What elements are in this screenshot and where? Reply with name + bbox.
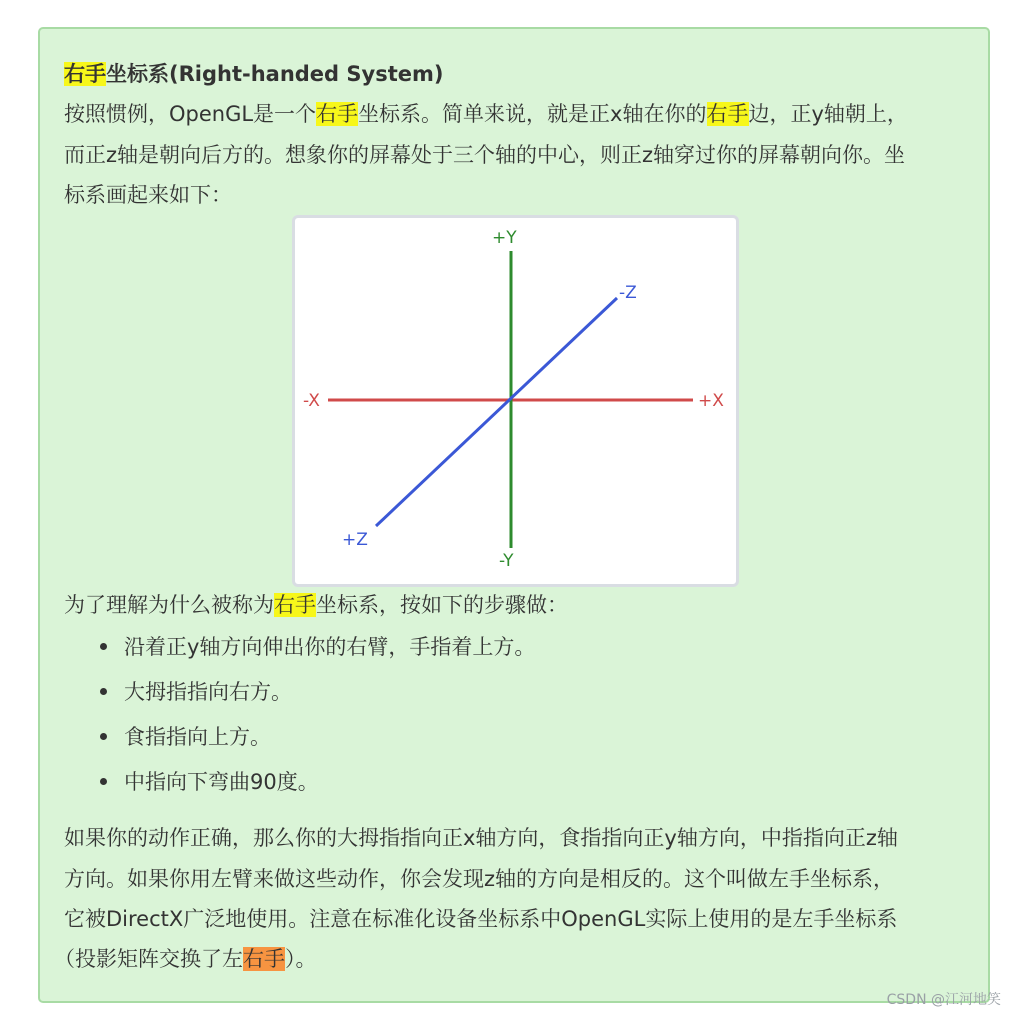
conclusion-line-2: 方向。如果你用左臂来做这些动作，你会发现z轴的方向是相反的。这个叫做左手坐标系， bbox=[64, 867, 895, 891]
minus-x-label: -X bbox=[303, 391, 320, 411]
why-text: 为了理解为什么被称为 bbox=[64, 593, 274, 617]
conclusion-text: （投影矩阵交换了左 bbox=[54, 947, 243, 971]
list-item: 食指指向上方。 bbox=[124, 725, 271, 749]
intro-line-3: 标系画起来如下： bbox=[64, 183, 232, 207]
bullet-dot bbox=[100, 778, 107, 785]
bullet-dot bbox=[100, 643, 107, 650]
conclusion-line-4 bbox=[54, 944, 317, 974]
bullet-dot bbox=[100, 733, 107, 740]
list-item: 中指向下弯曲90度。 bbox=[124, 770, 319, 794]
plus-z-label: +Z bbox=[342, 530, 368, 550]
heading-text: 坐标系(Right-handed System) bbox=[106, 62, 444, 86]
conclusion-text: ）。 bbox=[285, 947, 317, 971]
heading-highlight: 右手 bbox=[64, 62, 106, 86]
list-item: 大拇指指向右方。 bbox=[124, 680, 292, 704]
bullet-dot bbox=[100, 688, 107, 695]
plus-y-label: +Y bbox=[492, 228, 517, 248]
conclusion-line-3: 它被DirectX广泛地使用。注意在标准化设备坐标系中OpenGL实际上使用的是左手坐标系 bbox=[64, 907, 898, 931]
why-line bbox=[64, 590, 568, 620]
plus-x-label: +X bbox=[698, 391, 724, 411]
intro-text: 边，正y轴朝上， bbox=[748, 102, 908, 126]
highlight-right-hand: 右手 bbox=[706, 102, 749, 126]
minus-y-label: -Y bbox=[499, 551, 514, 571]
list-item: 沿着正y轴方向伸出你的右臂，手指着上方。 bbox=[124, 635, 536, 659]
conclusion-line-1: 如果你的动作正确，那么你的大拇指指向正x轴方向，食指指向正y轴方向，中指指向正z轴 bbox=[64, 826, 898, 850]
intro-line-2: 而正z轴是朝向后方的。想象你的屏幕处于三个轴的中心，则正z轴穿过你的屏幕朝向你。坐 bbox=[64, 143, 906, 167]
axes-svg bbox=[295, 218, 730, 578]
watermark: CSDN @江河地笑 bbox=[886, 992, 1001, 1008]
section-heading bbox=[64, 59, 443, 89]
highlight-right-hand-orange: 右手 bbox=[243, 947, 285, 971]
intro-line-1 bbox=[64, 99, 908, 129]
note-box bbox=[38, 27, 990, 1003]
why-text: 坐标系，按如下的步骤做： bbox=[316, 593, 568, 617]
z-axis-line bbox=[376, 298, 617, 526]
minus-z-label: -Z bbox=[619, 283, 637, 303]
highlight-right-hand: 右手 bbox=[274, 593, 316, 617]
coordinate-system-diagram bbox=[292, 215, 739, 587]
highlight-right-hand: 右手 bbox=[316, 102, 359, 126]
intro-text: 坐标系。简单来说，就是正x轴在你的 bbox=[358, 102, 707, 126]
intro-text: 按照惯例，OpenGL是一个 bbox=[64, 102, 317, 126]
